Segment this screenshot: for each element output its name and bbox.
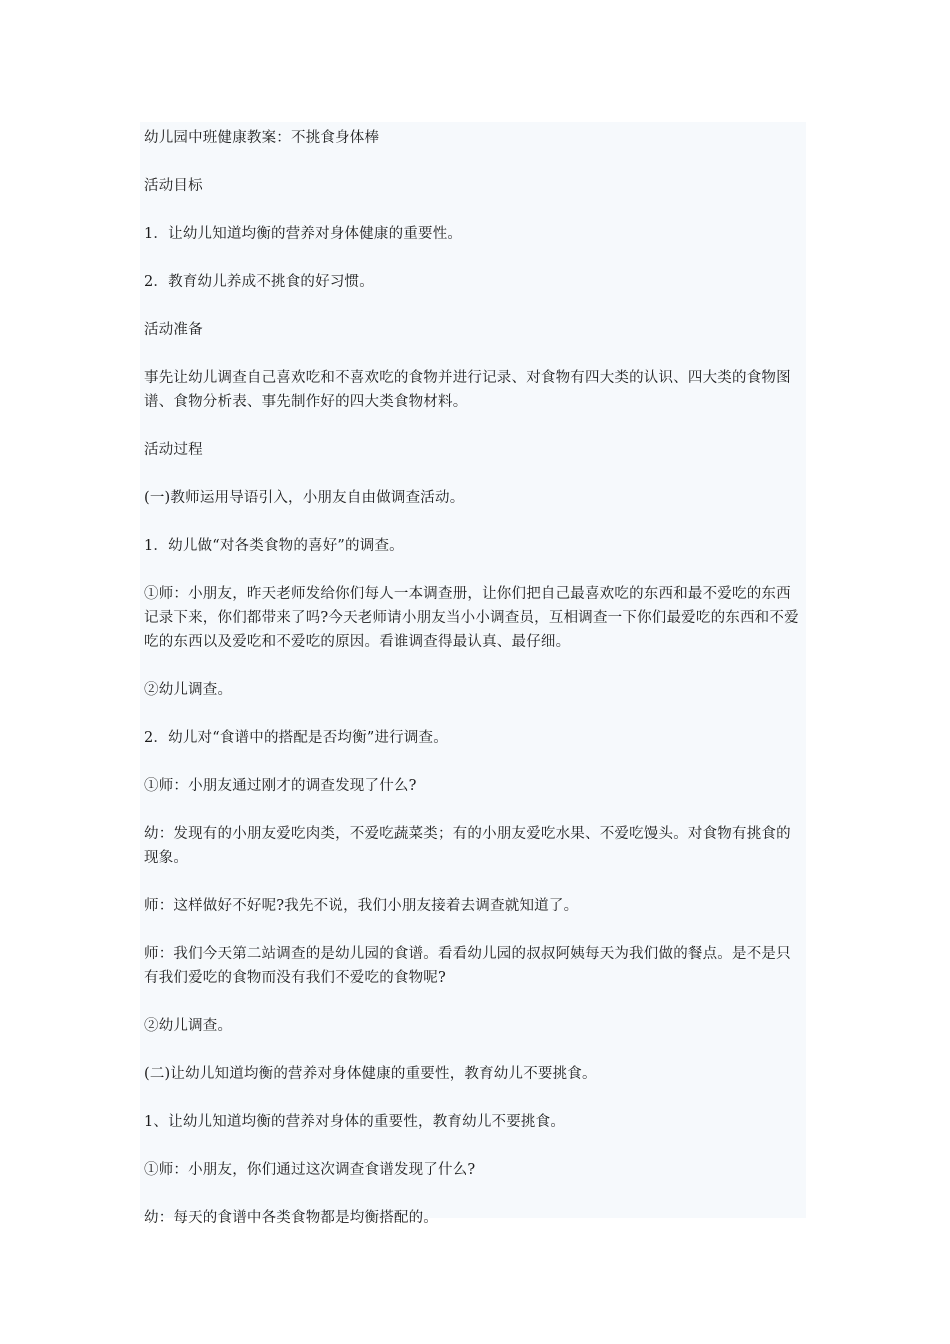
teacher-question-2: ①师：小朋友，你们通过这次调查食谱发现了什么?	[144, 1162, 476, 1178]
process-step-1-heading: (一)教师运用导语引入，小朋友自由做调查活动。	[144, 490, 465, 506]
section-heading-process: 活动过程	[144, 442, 203, 458]
preparation-text: 事先让幼儿调查自己喜欢吃和不喜欢吃的食物并进行记录、对食物有四大类的认识、四大类的食物图谱、食物分析表、事先制作好的四大类食物材料。	[144, 370, 791, 410]
teacher-dialogue-1: ①师：小朋友，昨天老师发给你们每人一本调查册，让你们把自己最喜欢吃的东西和最不爱吃的东西记录下来，你们都带来了吗?今天老师请小朋友当小小调查员，互相调查一下你们最爱吃的东西和不爱吃的东西以及爱吃和不爱吃的原因。看谁调查得最认真、最仔细。	[144, 586, 799, 650]
process-substep-1: 1．幼儿做“对各类食物的喜好”的调查。	[144, 538, 404, 554]
child-survey-1: ②幼儿调查。	[144, 682, 233, 698]
section-heading-goals: 活动目标	[144, 178, 203, 194]
child-answer-1: 幼：发现有的小朋友爱吃肉类，不爱吃蔬菜类；有的小朋友爱吃水果、不爱吃馒头。对食物有挑食的现象。	[144, 826, 791, 866]
child-survey-2: ②幼儿调查。	[144, 1018, 233, 1034]
teacher-dialogue-2: 师：我们今天第二站调查的是幼儿园的食谱。看看幼儿园的叔叔阿姨每天为我们做的餐点。是不是只有我们爱吃的食物而没有我们不爱吃的食物呢?	[144, 946, 791, 986]
process-substep-3: 1、让幼儿知道均衡的营养对身体的重要性，教育幼儿不要挑食。	[144, 1114, 566, 1130]
goal-item-1: 1．让幼儿知道均衡的营养对身体健康的重要性。	[144, 226, 463, 242]
goal-item-2: 2．教育幼儿养成不挑食的好习惯。	[144, 274, 374, 290]
teacher-question-1: ①师：小朋友通过刚才的调查发现了什么?	[144, 778, 417, 794]
document-title: 幼儿园中班健康教案：不挑食身体棒	[144, 130, 380, 146]
document-body	[140, 122, 806, 1226]
process-step-2-heading: (二)让幼儿知道均衡的营养对身体健康的重要性，教育幼儿不要挑食。	[144, 1066, 597, 1082]
teacher-response-1: 师：这样做好不好呢?我先不说，我们小朋友接着去调查就知道了。	[144, 898, 579, 914]
process-substep-2: 2．幼儿对“食谱中的搭配是否均衡”进行调查。	[144, 730, 448, 746]
section-heading-preparation: 活动准备	[144, 322, 203, 338]
child-answer-2: 幼：每天的食谱中各类食物都是均衡搭配的。	[144, 1210, 438, 1226]
